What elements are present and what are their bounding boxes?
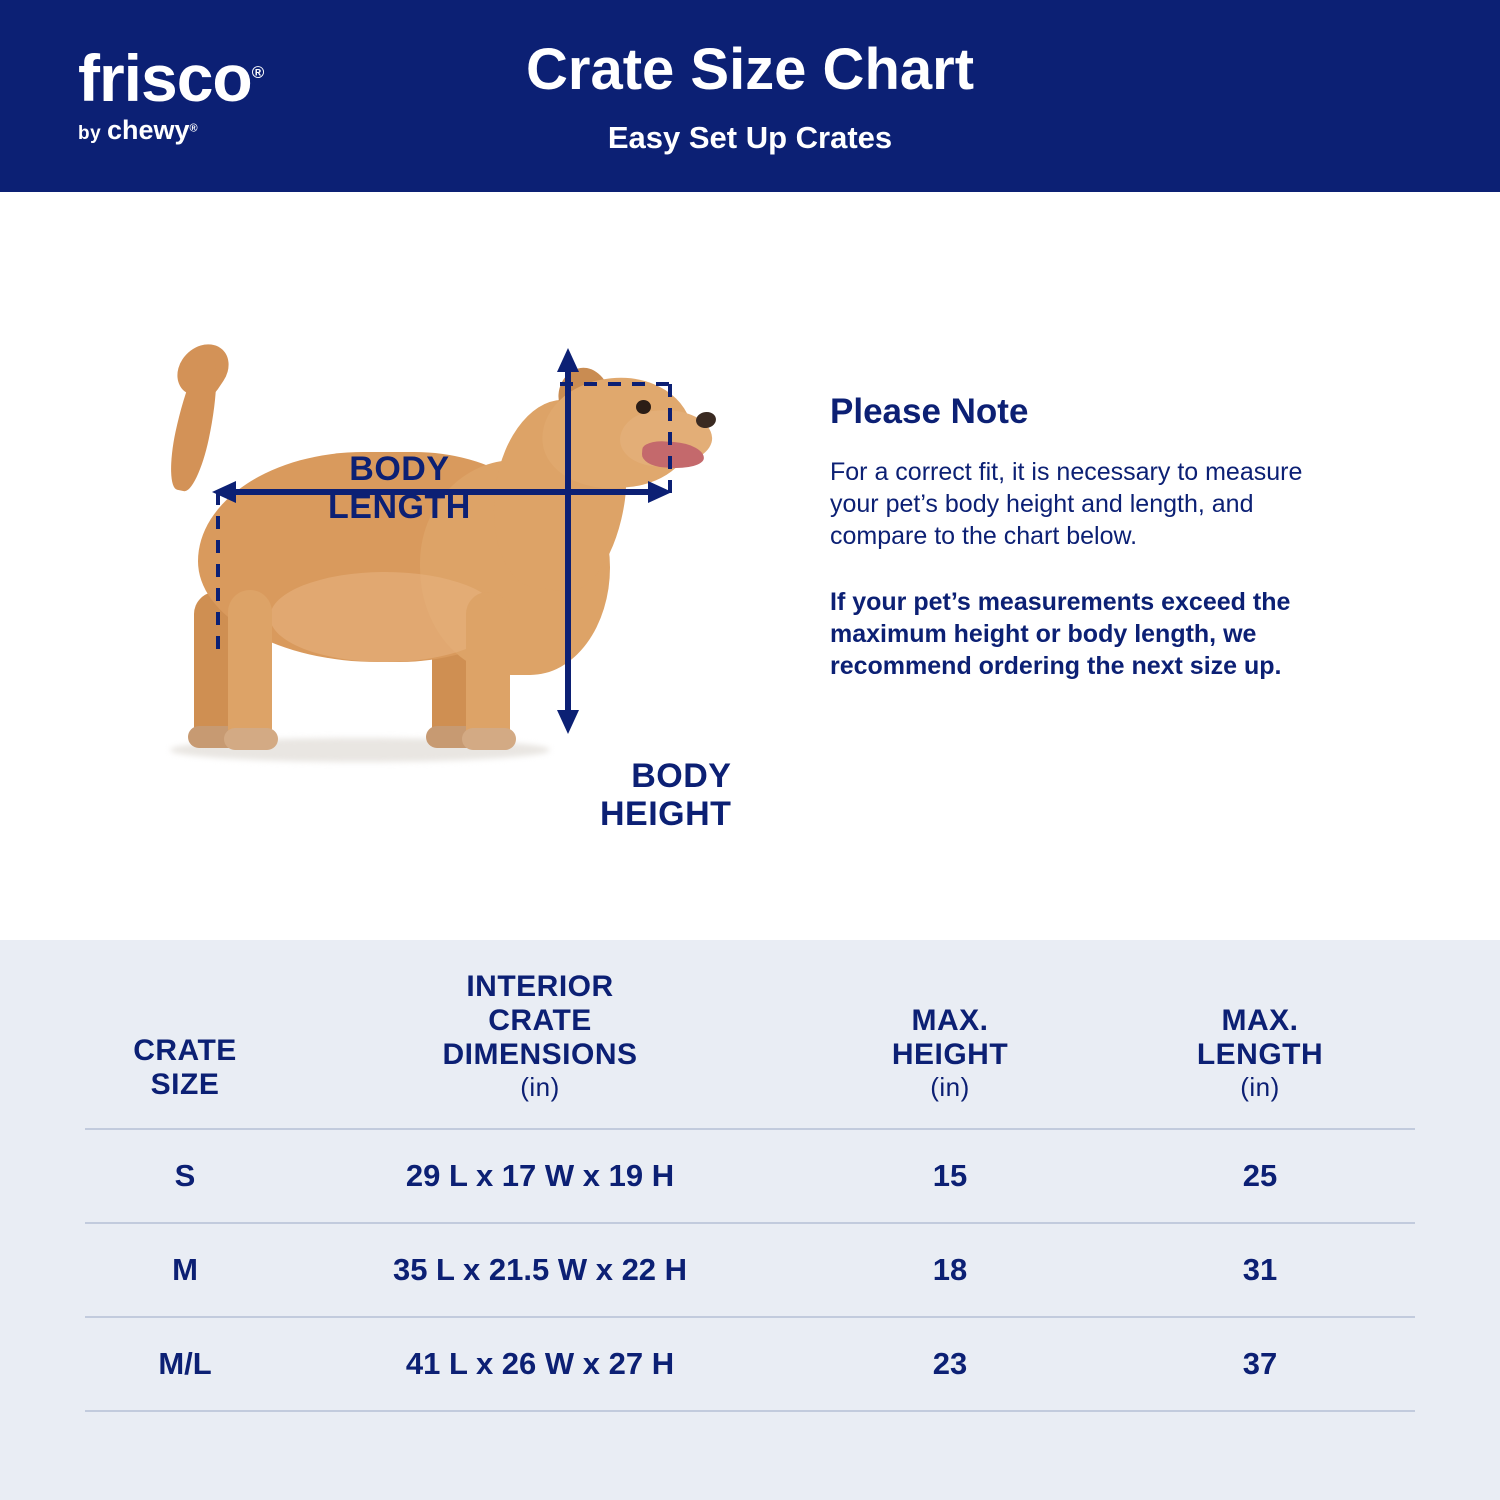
cell-dimensions: 35 L x 21.5 W x 22 H — [285, 1223, 795, 1317]
page-title: Crate Size Chart — [525, 37, 975, 102]
col1-line1: CRATE — [133, 1034, 237, 1067]
cell-max-length: 25 — [1105, 1129, 1415, 1223]
table-header — [85, 970, 1415, 1129]
please-note-block — [830, 392, 1350, 682]
table-row — [85, 1129, 1415, 1223]
body-height-label-line2: HEIGHT — [600, 795, 732, 833]
col4-unit: (in) — [1240, 1072, 1280, 1102]
illustration-section — [0, 192, 1500, 940]
col4-line1: MAX. — [1221, 1004, 1299, 1037]
table-row — [85, 1317, 1415, 1411]
column-header-max-height — [795, 970, 1105, 1129]
column-header-max-length — [1105, 970, 1415, 1129]
body-length-arrow-head-left — [212, 481, 236, 503]
body-height-arrow-head-bottom — [557, 710, 579, 734]
logo-registered-icon: ® — [251, 63, 264, 82]
cell-size: M/L — [85, 1317, 285, 1411]
body-length-label-line2: LENGTH — [328, 488, 471, 526]
cell-size: S — [85, 1129, 285, 1223]
logo-wordmark-text: frisco — [78, 41, 252, 115]
cell-max-height: 15 — [795, 1129, 1105, 1223]
table-header-row — [85, 970, 1415, 1129]
body-height-arrow-head-top — [557, 348, 579, 372]
body-length-label — [328, 450, 471, 526]
note-paragraph-2: If your pet’s measurements exceed the maximum height or body length, we recommend ordering the next size up. — [830, 588, 1291, 680]
header-banner — [0, 0, 1500, 192]
note-heading: Please Note — [830, 392, 1029, 431]
page-subtitle: Easy Set Up Crates — [607, 120, 893, 155]
col2-line2: CRATE — [488, 1004, 592, 1037]
col1-line2: SIZE — [150, 1068, 220, 1101]
col2-line3: DIMENSIONS — [442, 1038, 638, 1071]
cell-dimensions: 29 L x 17 W x 19 H — [285, 1129, 795, 1223]
cell-dimensions: 41 L x 26 W x 27 H — [285, 1317, 795, 1411]
table-row — [85, 1223, 1415, 1317]
column-header-crate-size — [85, 970, 285, 1129]
crate-size-table — [85, 970, 1415, 1412]
col4-line2: LENGTH — [1196, 1038, 1324, 1071]
cell-max-height: 18 — [795, 1223, 1105, 1317]
col3-line1: MAX. — [911, 1004, 989, 1037]
cell-size: M — [85, 1223, 285, 1317]
cell-max-height: 23 — [795, 1317, 1105, 1411]
note-paragraph-1: For a correct fit, it is necessary to measure your pet’s body height and length, and compare to the chart below. — [830, 458, 1303, 550]
body-height-label — [600, 757, 731, 833]
col3-line2: HEIGHT — [891, 1038, 1009, 1071]
measurement-overlay — [150, 342, 810, 812]
body-height-label-line1: BODY — [631, 757, 732, 795]
logo-chewy-registered-icon: ® — [189, 122, 199, 135]
table-body — [85, 1129, 1415, 1411]
col2-unit: (in) — [520, 1072, 560, 1102]
logo-by-text: by — [78, 123, 107, 144]
body-length-label-line1: BODY — [349, 450, 450, 488]
logo-chewy-text: chewy — [106, 115, 190, 145]
size-table-section — [0, 940, 1500, 1500]
col3-unit: (in) — [930, 1072, 970, 1102]
cell-max-length: 31 — [1105, 1223, 1415, 1317]
cell-max-length: 37 — [1105, 1317, 1415, 1411]
col2-line1: INTERIOR — [466, 970, 614, 1003]
column-header-interior-dimensions — [285, 970, 795, 1129]
